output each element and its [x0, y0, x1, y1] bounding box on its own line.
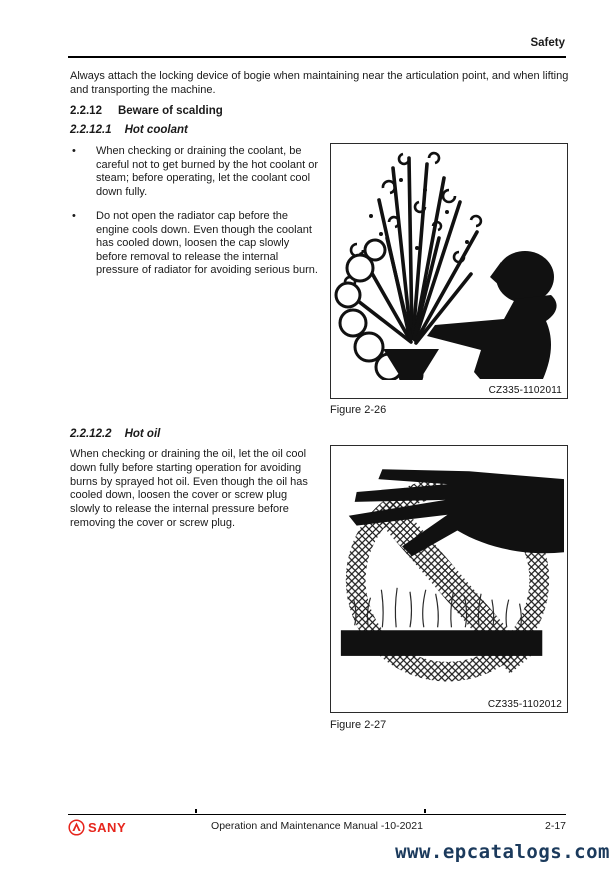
list-item — [72, 145, 324, 199]
no-touch-hot-surface-illustration — [331, 448, 564, 694]
footer-tick-mark — [195, 809, 197, 813]
subsection-heading-hot-coolant — [70, 124, 188, 136]
sany-logo-icon — [68, 819, 85, 836]
section-number: 2.2.12 — [70, 105, 102, 117]
figure-code: CZ335-1102012 — [487, 699, 562, 710]
intro-paragraph: Always attach the locking device of bogie when maintaining near the articulation point, and when lifting and transporting the machine. — [70, 70, 569, 96]
section-heading — [70, 105, 223, 117]
figure-code: CZ335-1102011 — [488, 385, 562, 396]
page-header-title: Safety — [530, 37, 565, 49]
bullet-text: When checking or draining the coolant, be careful not to get burned by the hot coolant or steam; before operating, let the coolant cool down fully. — [96, 145, 318, 198]
subsection-title: Hot coolant — [124, 124, 188, 136]
header-rule — [68, 56, 566, 58]
section-title: Beware of scalding — [117, 105, 223, 117]
footer-manual-title: Operation and Maintenance Manual -10-2021 — [211, 820, 423, 832]
footer-rule — [68, 814, 566, 815]
figure-2-27-caption: Figure 2-27 — [330, 719, 387, 731]
subsection-heading-hot-oil — [70, 428, 160, 440]
hot-coolant-bullet-list — [72, 145, 324, 289]
figure-2-26-box — [330, 143, 568, 399]
list-item — [72, 210, 324, 278]
footer — [68, 818, 566, 836]
bullet-icon: • — [72, 145, 76, 157]
sany-logo — [68, 819, 126, 836]
sany-logo-text: SANY — [88, 820, 127, 835]
footer-tick-mark — [424, 809, 426, 813]
subsection-number: 2.2.12.1 — [70, 124, 112, 136]
bullet-icon: • — [72, 210, 76, 222]
figure-2-27-box — [330, 445, 568, 713]
subsection-title: Hot oil — [124, 428, 161, 440]
subsection-number: 2.2.12.2 — [70, 428, 112, 440]
hot-oil-paragraph: When checking or draining the oil, let the oil cool down fully before starting operation for avoiding burns by sprayed hot oil. Even though the oil has cooled down, loosen the cover or screw plug slowly to release the internal pressure before removing the cover or screw plug. — [70, 448, 308, 529]
figure-2-26-caption: Figure 2-26 — [330, 404, 387, 416]
bullet-text: Do not open the radiator cap before the engine cools down. Even though the coolant has cooled down, loosen the cap slowly before removal to release the internal pressure of radiator for avoiding serious burn. — [96, 210, 318, 276]
steam-burst-illustration — [331, 146, 564, 380]
epcatalogs-watermark-link[interactable]: www.epcatalogs.com — [395, 841, 610, 863]
footer-page-number: 2-17 — [544, 820, 566, 832]
